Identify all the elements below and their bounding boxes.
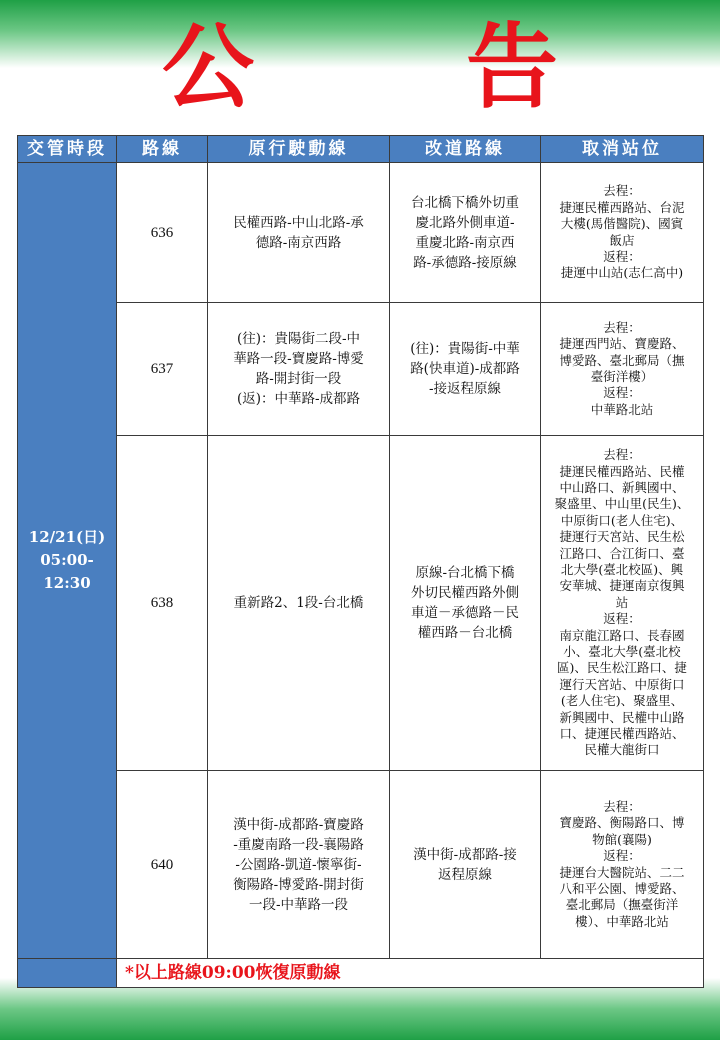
route-number: 638 [117,436,208,771]
table-row [18,303,704,436]
route-number: 636 [117,163,208,303]
period-cell [18,163,117,959]
header-cancelled: 取消站位 [541,136,704,163]
detour-route-cell: 漢中街-成都路-接 返程原線 [390,771,541,959]
detour-route-cell: (往)：貴陽街-中華 路(快車道)-成都路 -接返程原線 [390,303,541,436]
period-end: 12:30 [43,574,91,592]
original-route-cell: 重新路2、1段-台北橋 [208,436,390,771]
table-row [18,163,704,303]
footnote: *以上路線09:00恢復原動線 [117,959,704,988]
header-original: 原行駛動線 [208,136,390,163]
cancelled-stops-cell: 去程： 捷運西門站、寶慶路、 博愛路、臺北郵局（撫 臺街洋樓） 返程： 中華路北站 [541,303,704,436]
original-route-cell: (往)：貴陽街二段-中 華路一段-寶慶路-博愛 路-開封街一段 (返)：中華路-成都路 [208,303,390,436]
table-row [18,771,704,959]
header-period: 交管時段 [18,136,117,163]
cancelled-stops-cell: 去程： 捷運民權西路站、台泥 大樓(馬偕醫院)、國賓 飯店 返程： 捷運中山站(志仁高中) [541,163,704,303]
footnote-spacer [18,959,117,988]
header-route: 路線 [117,136,208,163]
original-route-cell: 漢中街-成都路-寶慶路 -重慶南路一段-襄陽路 -公園路-凱道-懷寧街- 衡陽路-博愛路-開封街 一段-中華路一段 [208,771,390,959]
notice-title: 公 告 [161,14,649,121]
route-number: 640 [117,771,208,959]
table-row [18,436,704,771]
period-date: 12/21(日) [28,528,106,546]
footnote-row [18,959,704,988]
detour-table [17,135,704,988]
original-route-cell: 民權西路-中山北路-承 德路-南京西路 [208,163,390,303]
header-detour: 改道路線 [390,136,541,163]
route-number: 637 [117,303,208,436]
cancelled-stops-cell: 去程： 捷運民權西路站、民權 中山路口、新興國中、 聚盛里、中山里(民生)、 中原街口(老人住宅)、 捷運行天宮站、民生松 江路口、合江街口、臺 北大學(臺北校區)、興 安華城、捷運南京復興 站 返程： 南京龍江路口、長春國 小、臺北大學(臺北校 區)、民生松江路口、捷 運行天宮站、中原街口 (老人住宅)、聚盛里、 新興國中、民權中山路 口、捷運民權西路站、 民權大龍街口 [541,436,704,771]
detour-route-cell: 原線-台北橋下橋 外切民權西路外側 車道－承德路－民 權西路－台北橋 [390,436,541,771]
cancelled-stops-cell: 去程： 寶慶路、衡陽路口、博 物館(襄陽) 返程： 捷運台大醫院站、二二 八和平公園、博愛路、 臺北郵局（撫臺街洋 樓）、中華路北站 [541,771,704,959]
period-start: 05:00- [40,551,94,569]
header-row [18,136,704,163]
detour-route-cell: 台北橋下橋外切重 慶北路外側車道- 重慶北路-南京西 路-承德路-接原線 [390,163,541,303]
